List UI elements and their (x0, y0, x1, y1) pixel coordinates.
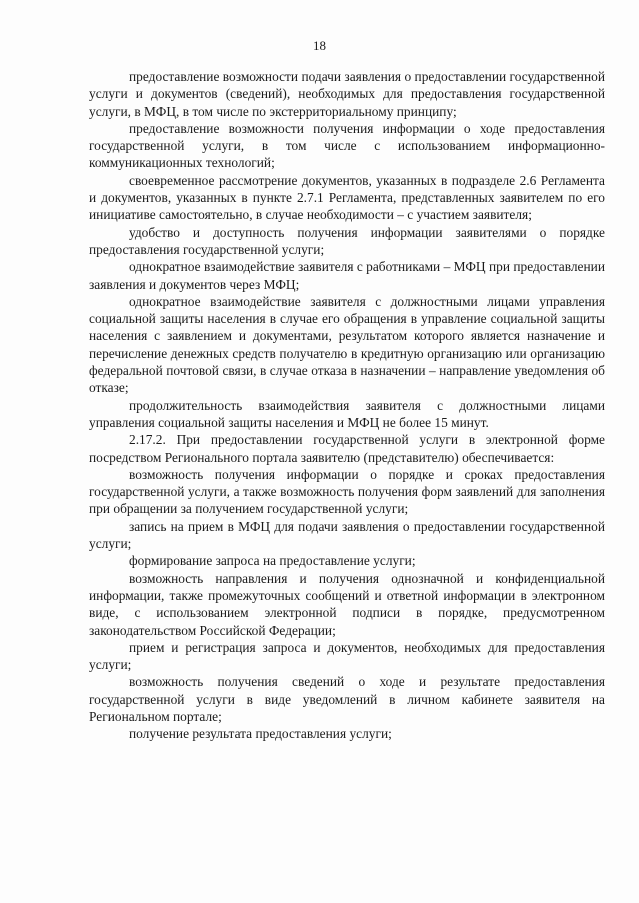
paragraph: формирование запроса на предоставление услуги; (129, 553, 416, 569)
paragraph: однократное взаимодействие заявителя с работниками – МФЦ при предоставлении заявления и документов через МФЦ; (89, 259, 605, 292)
paragraph: возможность получения сведений о ходе и результате предоставления государственной услуги в виде уведомлений в личном кабинете заявителя на Региональном портале; (89, 674, 605, 724)
paragraph: удобство и доступность получения информации заявителями о порядке предоставления государственной услуги; (89, 224, 605, 257)
page-number: 18 (313, 38, 326, 53)
paragraph: возможность получения информации о порядке и сроках предоставления государственной услуги, а также возможность получения форм заявлений для заполнения при обращении за получением государственной услуги; (89, 466, 605, 517)
paragraph: 2.17.2. При предоставлении государственной услуги в электронной форме посредством Регионального портала заявителю (представителю) обеспечивается: (89, 432, 605, 465)
paragraph: предоставление возможности получения информации о ходе предоставления государственной услуги, в том числе с использованием информационно-коммуникационных технологий; (89, 120, 605, 171)
paragraph: прием и регистрация запроса и документов, необходимых для предоставления услуги; (89, 639, 605, 673)
paragraph: запись на прием в МФЦ для подачи заявления о предоставлении государственной услуги; (89, 518, 605, 552)
paragraph: однократное взаимодействие заявителя с должностными лицами управления социальной защиты населения в случае его обращения в управление социальной защиты населения с заявлением и документами, результатом которого является назначение и перечисление денежных средств получателю в кредитную организацию или организацию федеральной почтовой связи, в случае отказа в назначении – направление уведомления об отказе; (89, 293, 605, 396)
paragraph: продолжительность взаимодействия заявителя с должностными лицами управления социальной защиты населения и МФЦ не более 15 минут. (89, 397, 605, 430)
paragraph: возможность направления и получения однозначной и конфиденциальной информации, также промежуточных сообщений и ответной информации в электронном виде, с использованием электронной подписи в порядке, предусмотренном законодательством Российской Федерации; (89, 570, 605, 638)
paragraph: предоставление возможности подачи заявления о предоставлении государственной услуги и документов (сведений), необходимых для предоставления государственной услуги, в МФЦ, в том числе по экстерриториальному принципу; (89, 69, 605, 119)
paragraph: своевременное рассмотрение документов, указанных в подразделе 2.6 Регламента и документов, указанных в пункте 2.7.1 Регламента, представленных заявителем по его инициативе самостоятельно, в случае необходимости – с участием заявителя; (89, 172, 605, 223)
document-body (89, 68, 605, 743)
paragraph: получение результата предоставления услуги; (129, 726, 392, 742)
